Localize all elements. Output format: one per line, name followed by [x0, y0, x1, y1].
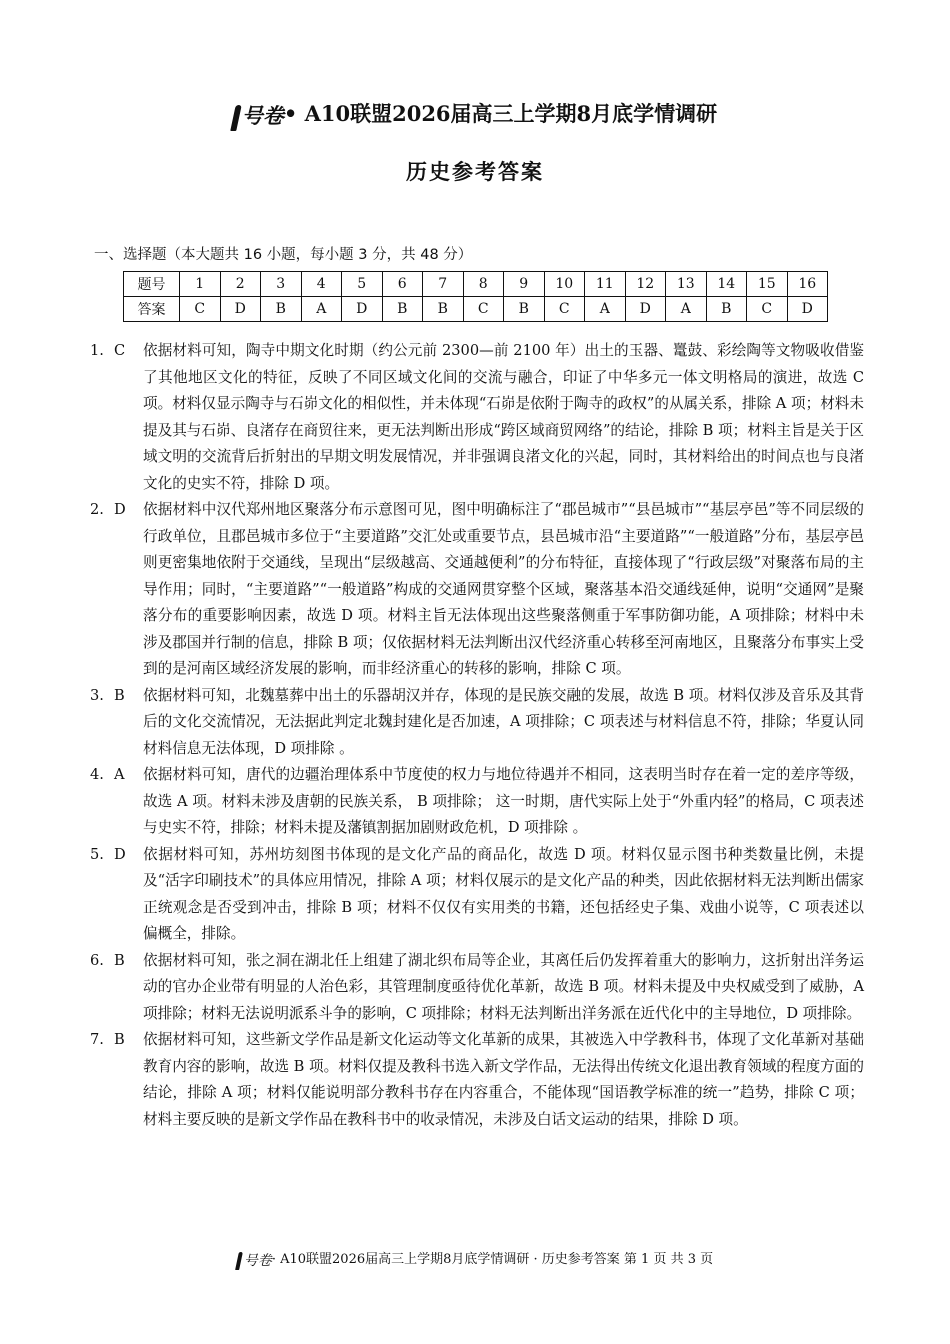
item-answer: A	[114, 766, 125, 783]
answer-row	[124, 297, 828, 322]
page-title	[0, 98, 950, 131]
answer-cell: B	[504, 297, 545, 322]
explanation-item	[90, 1027, 864, 1133]
question-number: 5	[342, 272, 383, 297]
explanation-item	[90, 762, 864, 842]
item-number: 6.	[90, 951, 104, 969]
answer-cell: C	[747, 297, 788, 322]
number-row-label: 题号	[124, 272, 180, 297]
answer-cell: D	[787, 297, 828, 322]
explanation-item	[90, 842, 864, 948]
item-text: 依据材料中汉代郑州地区聚落分布示意图可见，图中明确标注了“郡邑城市”“县邑城市”“基层亭邑”等不同层级的行政单位，且郡邑城市多位于“主要道路”交汇处或重要节点，县邑城市沿“主要道路”“一般道路”分布，基层亭邑则更密集地依附于交通线，呈现出“层级越高、交通越便利”的分布特征，直接体现了“行政层级”对聚落布局的主导作用；同时，“主要道路”“一般道路”构成的交通网贯穿整个区域，聚落基本沿交通线延伸，说明“交通网”是聚落分布的重要影响因素，故选 D 项。材料主旨无法体现出这些聚落侧重于军事防御功能，A 项排除；材料中未涉及郡国并行制的信息，排除 B 项；仅依据材料无法判断出汉代经济重心转移至河南地区，且聚落分布事实上受到的是河南区域经济发展的影响，而非经济重心的转移的影响，排除 C 项。	[143, 501, 864, 677]
question-number: 7	[423, 272, 464, 297]
footer-text: · A10联盟2026届高三上学期8月底学情调研 · 历史参考答案 第 1 页 共 3 页	[271, 1252, 714, 1267]
answer-cell: C	[544, 297, 585, 322]
question-number: 1	[180, 272, 221, 297]
number-row	[124, 272, 828, 297]
question-number: 3	[261, 272, 302, 297]
item-answer: B	[114, 1031, 125, 1048]
answer-cell: C	[180, 297, 221, 322]
item-answer: B	[114, 686, 125, 704]
question-number: 9	[504, 272, 545, 297]
item-number: 3.	[90, 686, 104, 704]
item-number: 7.	[90, 1031, 104, 1048]
answer-cell: D	[220, 297, 261, 322]
question-number: 6	[382, 272, 423, 297]
item-number: 1.	[90, 342, 104, 359]
title-text: • A10联盟2026届高三上学期8月底学情调研	[283, 101, 718, 126]
item-text: 依据材料可知，北魏墓葬中出土的乐器胡汉并存，体现的是民族交融的发展，故选 B 项。材料仅涉及音乐及其背后的文化交流情况，无法据此判定北魏封建化是否加速，A 项排除；C 项表述与材料信息不符，排除；华夏认同材料信息无法体现，D 项排除 。	[143, 686, 864, 757]
answer-cell: A	[666, 297, 707, 322]
answer-cell: B	[261, 297, 302, 322]
explanation-item	[90, 948, 864, 1028]
item-answer: B	[114, 951, 125, 969]
answer-cell: A	[585, 297, 626, 322]
logo-mark-icon	[235, 1252, 243, 1270]
explanation-item	[90, 683, 864, 763]
question-number: 4	[301, 272, 342, 297]
explanation-list	[90, 338, 864, 1133]
item-answer: D	[114, 501, 126, 518]
answer-cell: D	[342, 297, 383, 322]
section-heading: 一、选择题（本大题共 16 小题，每小题 3 分，共 48 分）	[94, 247, 473, 263]
item-text: 依据材料可知，这些新文学作品是新文化运动等文化革新的成果，其被选入中学教科书，体现了文化革新对基础教育内容的影响，故选 B 项。材料仅提及教科书选入新文学作品，无法得出传统文化退出教育领域的程度方面的结论，排除 A 项；材料仅能说明部分教科书存在内容重合，不能体现“国语教学标准的统一”趋势，排除 C 项；材料主要反映的是新文学作品在教科书中的收录情况，未涉及白话文运动的结果，排除 D 项。	[143, 1031, 864, 1128]
item-number: 4.	[90, 766, 104, 783]
item-text: 依据材料可知，唐代的边疆治理体系中节度使的权力与地位待遇并不相同，这表明当时存在着一定的差序等级，故选 A 项。材料未涉及唐朝的民族关系， B 项排除； 这一时期，唐代实际上处于“外重内轻”的格局，C 项表述与史实不符，排除；材料未提及藩镇割据加剧财政危机，D 项排除 。	[143, 766, 864, 836]
item-answer: C	[114, 342, 126, 359]
item-answer: D	[114, 845, 126, 863]
page-footer	[0, 1248, 950, 1270]
question-number: 14	[706, 272, 747, 297]
answer-cell: B	[706, 297, 747, 322]
question-number: 2	[220, 272, 261, 297]
item-text: 依据材料可知，苏州坊刻图书体现的是文化产品的商品化，故选 D 项。材料仅显示图书种类数量比例，未提及“活字印刷技术”的具体应用情况，排除 A 项；材料仅展示的是文化产品的种类，因此依据材料无法判断出儒家正统观念是否受到冲击，排除 B 项；材料不仅仅有实用类的书籍，还包括经史子集、戏曲小说等，C 项表述以偏概全，排除。	[143, 845, 864, 942]
brand-logo	[233, 100, 284, 131]
question-number: 8	[463, 272, 504, 297]
item-text: 依据材料可知，陶寺中期文化时期（约公元前 2300—前 2100 年）出土的玉器、鼍鼓、彩绘陶等文物吸收借鉴了其他地区文化的特征，反映了不同区域文化间的交流与融合，印证了中华多元一体文明格局的演进，故选 C 项。材料仅显示陶寺与石峁文化的相似性，并未体现“石峁是依附于陶寺的政权”的从属关系，排除 A 项；材料未提及其与石峁、良渚存在商贸往来，更无法判断出形成“跨区域商贸网络”的结论，排除 B 项；材料主旨是关于区域文明的交流背后折射出的早期文明发展情况，并非强调良渚文化的兴起，同时，其材料给出的时间点也与良渚文化的史实不符，排除 D 项。	[143, 342, 864, 492]
item-number: 2.	[90, 501, 104, 518]
footer-logo-text: 号卷	[243, 1252, 272, 1269]
answer-cell: B	[423, 297, 464, 322]
question-number: 11	[585, 272, 626, 297]
question-number: 16	[787, 272, 828, 297]
question-number: 12	[625, 272, 666, 297]
answer-table	[123, 271, 828, 322]
logo-mark-icon	[230, 105, 242, 131]
explanation-item	[90, 497, 864, 683]
answer-cell: A	[301, 297, 342, 322]
item-number: 5.	[90, 845, 104, 863]
question-number: 13	[666, 272, 707, 297]
item-text: 依据材料可知，张之洞在湖北任上组建了湖北织布局等企业，其离任后仍发挥着重大的影响力，这折射出洋务运动的官办企业带有明显的人治色彩，其管理制度亟待优化革新，故选 B 项。材料未提及中央权威受到了威胁，A 项排除；材料无法说明派系斗争的影响，C 项排除；材料无法判断出洋务派在近代化中的主导地位，D 项排除。	[143, 951, 864, 1022]
answer-cell: D	[625, 297, 666, 322]
question-number: 10	[544, 272, 585, 297]
subtitle: 历史参考答案	[406, 159, 544, 184]
question-number: 15	[747, 272, 788, 297]
answer-cell: C	[463, 297, 504, 322]
footer-logo	[237, 1250, 272, 1270]
explanation-item	[90, 338, 864, 497]
logo-text: 号卷	[241, 103, 284, 129]
answer-row-label: 答案	[124, 297, 180, 322]
answer-cell: B	[382, 297, 423, 322]
